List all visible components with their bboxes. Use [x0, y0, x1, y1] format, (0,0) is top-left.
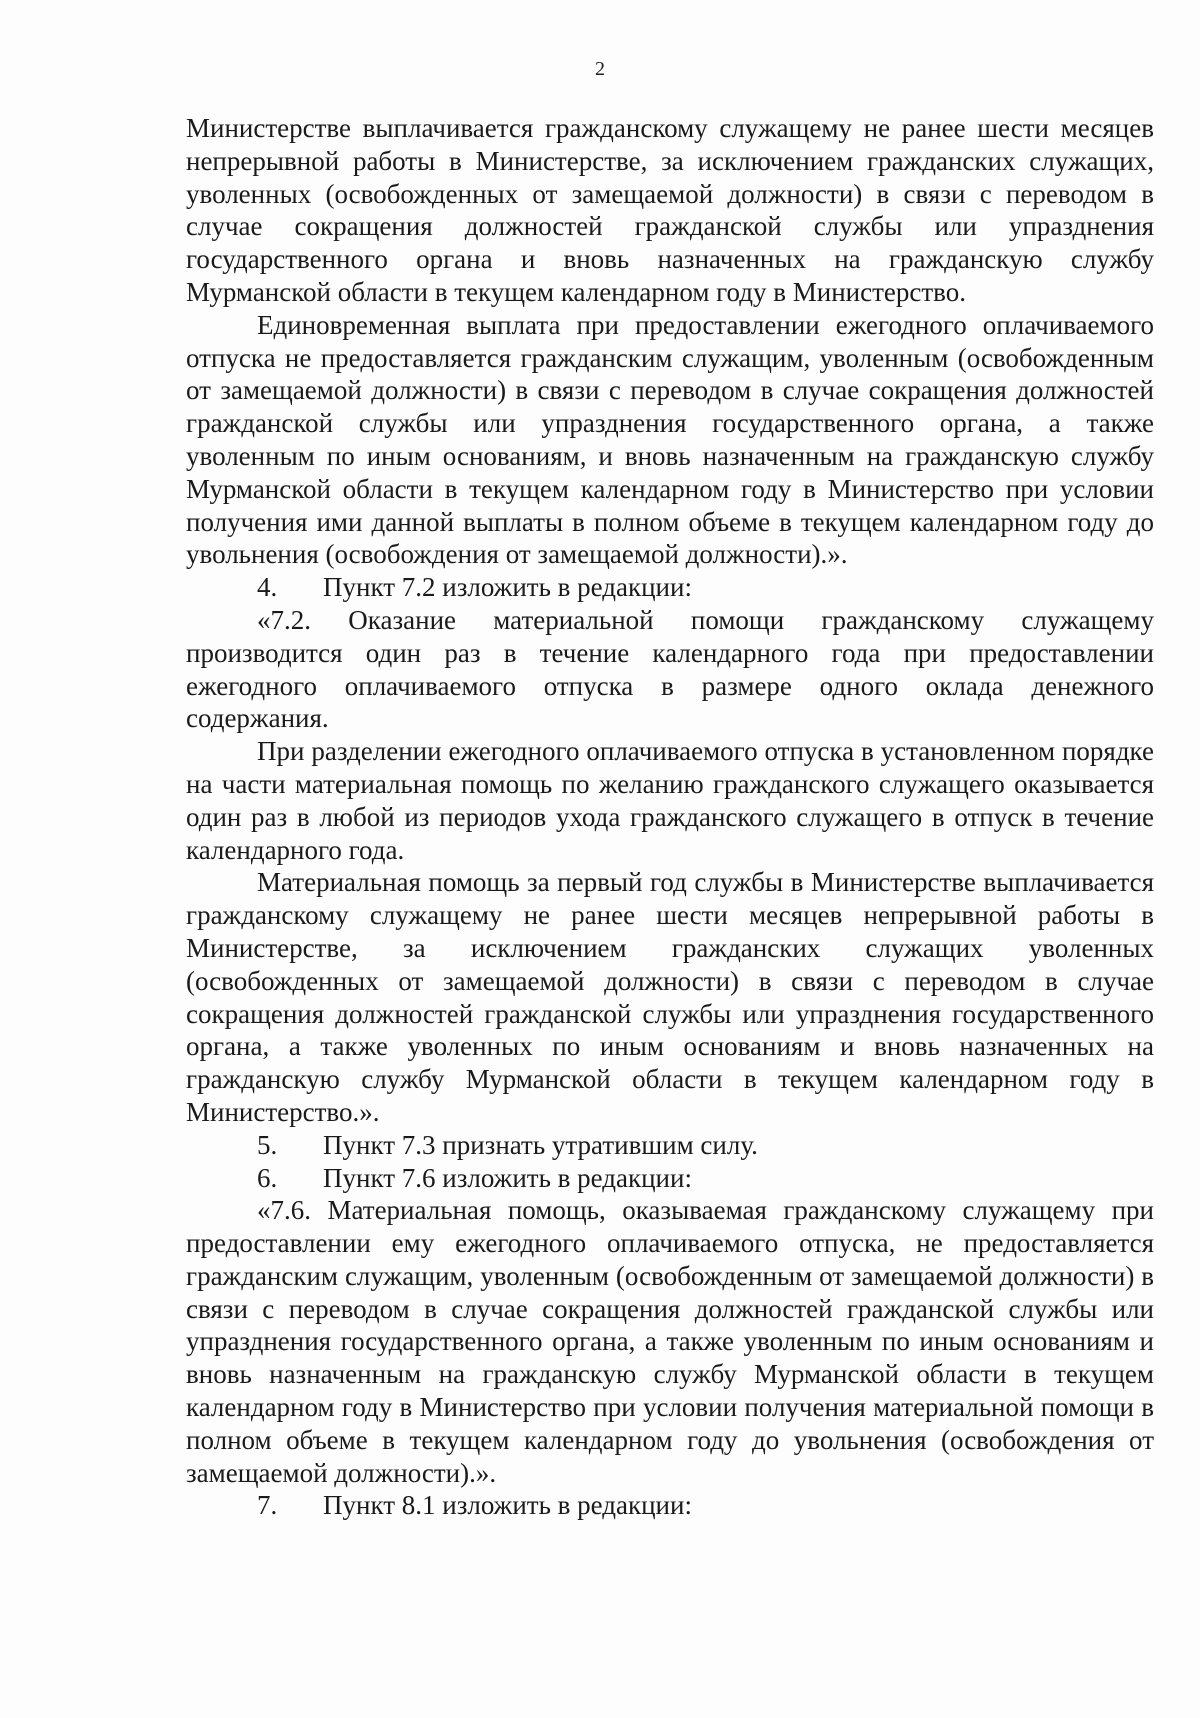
list-item-text: Пункт 7.2 изложить в редакции: [323, 572, 692, 603]
paragraph-clause-7-2: «7.2. Оказание материальной помощи гражданскому служащему производится один раз в течение календарного года при предоставлении ежегодного оплачиваемого отпуска в размере одного оклада денежного содержания. [186, 604, 1154, 734]
list-item-text: Пункт 8.1 изложить в редакции: [323, 1490, 692, 1521]
list-item-4 [186, 571, 1154, 604]
list-item-number: 5. [257, 1129, 278, 1160]
list-item-6 [186, 1162, 1154, 1195]
list-item-text: Пункт 7.3 признать утратившим силу. [323, 1129, 758, 1160]
list-item-number: 6. [257, 1162, 278, 1193]
paragraph-first-year-aid: Материальная помощь за первый год службы в Министерстве выплачивается гражданскому служащему не ранее шести месяцев непрерывной работы в Министерстве, за исключением гражданских служащих уволенных (освобожденных от замещаемой должности) в связи с переводом в случае сокращения должностей гражданской службы или упразднения государственного органа, а также уволенных по иным основаниям и вновь назначенных на гражданскую службу Мурманской области в текущем календарном году в Министерство.». [186, 867, 1154, 1127]
list-item-5 [186, 1129, 1154, 1162]
page-number: 2 [595, 58, 605, 80]
paragraph-lump-sum-payment: Единовременная выплата при предоставлении ежегодного оплачиваемого отпуска не предоставляется гражданским служащим, уволенным (освобожденным от замещаемой должности) в связи с переводом в случае сокращения должностей гражданской службы или упразднения государственного органа, а также уволенным по иным основаниям, и вновь назначенным на гражданскую службу Мурманской области в текущем календарном году в Министерство при условии получения ими данной выплаты в полном объеме в текущем календарном году до увольнения (освобождения от замещаемой должности).». [186, 309, 1154, 570]
list-item-text: Пункт 7.6 изложить в редакции: [323, 1162, 692, 1193]
list-item-7 [186, 1489, 1154, 1522]
list-item-number: 4. [257, 572, 278, 603]
paragraph-clause-7-6: «7.6. Материальная помощь, оказываемая гражданскому служащему при предоставлении ему ежегодного оплачиваемого отпуска, не предоставляется гражданским служащим, уволенным (освобожденным от замещаемой должности) в связи с переводом в случае сокращения должностей гражданской службы или упразднения государственного органа, а также уволенным по иным основаниям и вновь назначенным на гражданскую службу Мурманской области в текущем календарном году в Министерство при условии получения материальной помощи в полном объеме в текущем календарном году до увольнения (освобождения от замещаемой должности).». [186, 1195, 1154, 1488]
list-item-number: 7. [257, 1490, 278, 1521]
document-body [186, 112, 1154, 1522]
paragraph-continuation: Министерстве выплачивается гражданскому служащему не ранее шести месяцев непрерывной работы в Министерстве, за исключением гражданских служащих, уволенных (освобожденных от замещаемой должности) в связи с переводом в случае сокращения должностей гражданской службы или упразднения государственного органа и вновь назначенных на гражданскую службу Мурманской области в текущем календарном году в Министерство. [186, 113, 1154, 307]
paragraph-vacation-division: При разделении ежегодного оплачиваемого отпуска в установленном порядке на части материальная помощь по желанию гражданского служащего оказывается один раз в любой из периодов ухода гражданского служащего в отпуск в течение календарного года. [186, 736, 1154, 865]
